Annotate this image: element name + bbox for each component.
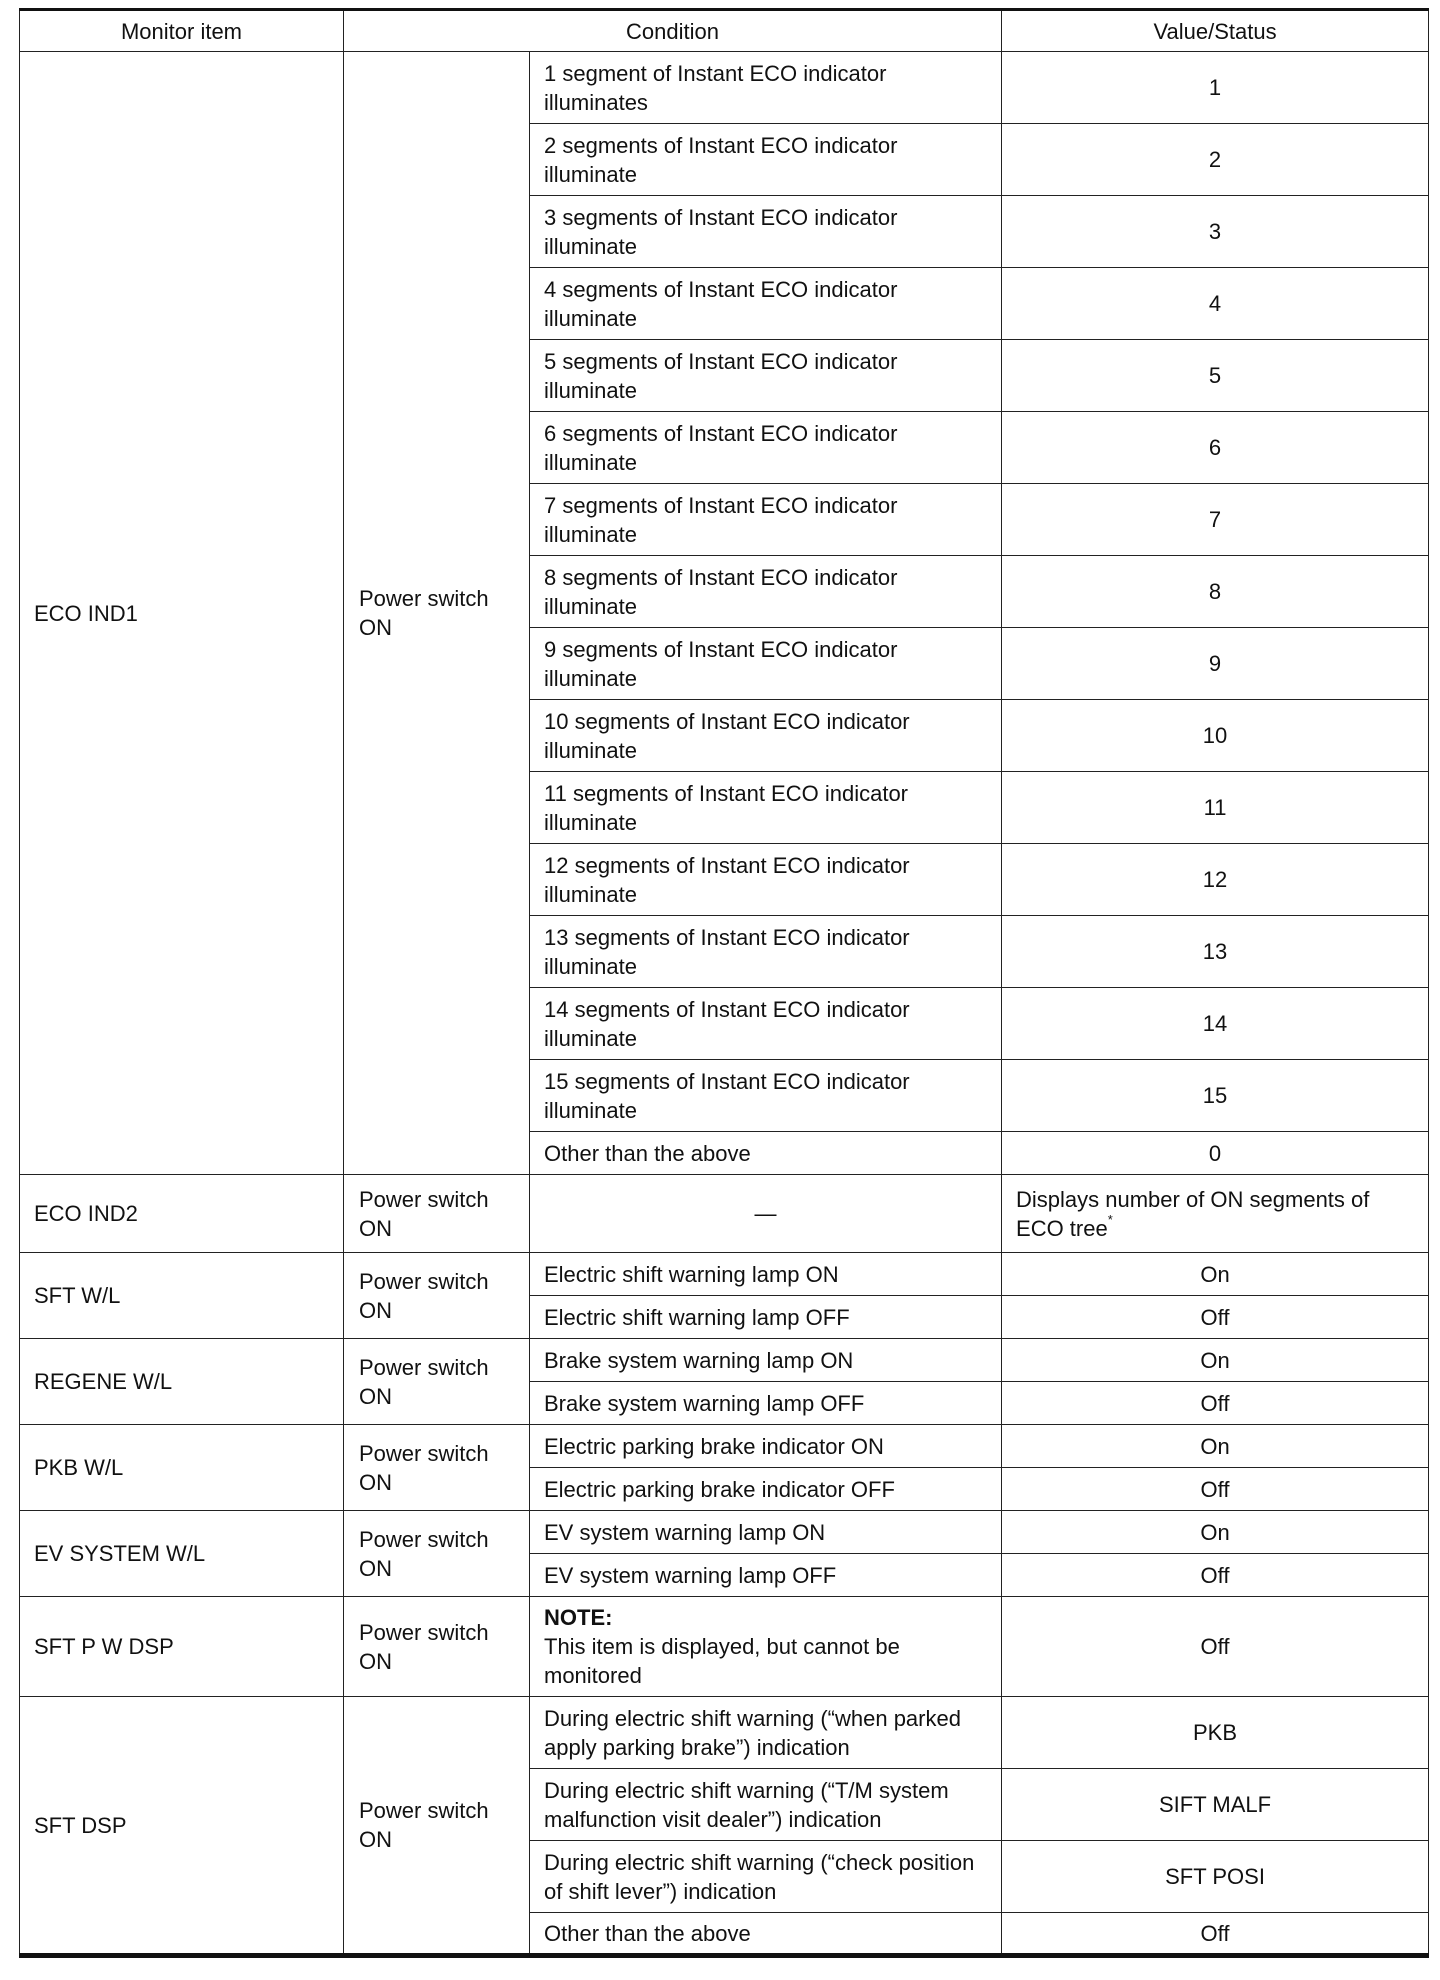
note-title: NOTE:: [544, 1605, 613, 1630]
condition-group: Power switch ON: [344, 1339, 530, 1425]
value-cell: Off: [1002, 1597, 1429, 1697]
value-cell: 7: [1002, 484, 1429, 556]
table-row: [20, 1597, 1429, 1697]
table-row: [20, 1511, 1429, 1554]
monitor-item-eco-ind2: ECO IND2: [20, 1175, 344, 1253]
condition-cell: EV system warning lamp OFF: [530, 1554, 1002, 1597]
condition-cell: During electric shift warning (“check position of shift lever”) indication: [530, 1841, 1002, 1913]
condition-cell: Electric shift warning lamp ON: [530, 1253, 1002, 1296]
value-cell: On: [1002, 1339, 1429, 1382]
value-cell: Off: [1002, 1468, 1429, 1511]
condition-cell: Brake system warning lamp OFF: [530, 1382, 1002, 1425]
condition-cell: [530, 1175, 1002, 1253]
note-text: This item is displayed, but cannot be monitored: [544, 1634, 900, 1688]
condition-cell: 8 segments of Instant ECO indicator illuminate: [530, 556, 1002, 628]
header-monitor-item: Monitor item: [20, 10, 344, 52]
monitor-item-sft-dsp: SFT DSP: [20, 1697, 344, 1956]
condition-group: Power switch ON: [344, 1597, 530, 1697]
value-cell: 14: [1002, 988, 1429, 1060]
condition-group: Power switch ON: [344, 1175, 530, 1253]
table-row: [20, 1697, 1429, 1769]
condition-group: Power switch ON: [344, 1697, 530, 1956]
header-value-status: Value/Status: [1002, 10, 1429, 52]
condition-cell: Other than the above: [530, 1913, 1002, 1956]
condition-cell: During electric shift warning (“T/M system malfunction visit dealer”) indication: [530, 1769, 1002, 1841]
monitor-item-eco-ind1: ECO IND1: [20, 52, 344, 1175]
header-condition: Condition: [344, 10, 1002, 52]
monitor-item-sft-wl: SFT W/L: [20, 1253, 344, 1339]
value-cell: 10: [1002, 700, 1429, 772]
value-cell: 8: [1002, 556, 1429, 628]
condition-cell: Electric parking brake indicator ON: [530, 1425, 1002, 1468]
value-cell: SFT POSI: [1002, 1841, 1429, 1913]
condition-cell: 2 segments of Instant ECO indicator illuminate: [530, 124, 1002, 196]
value-cell: Off: [1002, 1382, 1429, 1425]
dash-mark: —: [754, 1201, 777, 1226]
condition-cell: Electric parking brake indicator OFF: [530, 1468, 1002, 1511]
condition-cell: 13 segments of Instant ECO indicator illuminate: [530, 916, 1002, 988]
table-row: [20, 1253, 1429, 1296]
value-cell: Off: [1002, 1913, 1429, 1956]
value-cell: 13: [1002, 916, 1429, 988]
value-cell: 1: [1002, 52, 1429, 124]
condition-cell: EV system warning lamp ON: [530, 1511, 1002, 1554]
condition-cell: 10 segments of Instant ECO indicator illuminate: [530, 700, 1002, 772]
condition-cell: 11 segments of Instant ECO indicator illuminate: [530, 772, 1002, 844]
condition-group: Power switch ON: [344, 1511, 530, 1597]
condition-cell: 15 segments of Instant ECO indicator illuminate: [530, 1060, 1002, 1132]
condition-cell: 9 segments of Instant ECO indicator illuminate: [530, 628, 1002, 700]
monitor-item-table: [19, 8, 1429, 1958]
monitor-item-pkb-wl: PKB W/L: [20, 1425, 344, 1511]
value-cell: 6: [1002, 412, 1429, 484]
condition-cell: 12 segments of Instant ECO indicator illuminate: [530, 844, 1002, 916]
eco-tree-text: Displays number of ON segments of ECO tree: [1016, 1186, 1370, 1241]
condition-group: Power switch ON: [344, 1425, 530, 1511]
value-cell: 2: [1002, 124, 1429, 196]
condition-cell: 7 segments of Instant ECO indicator illuminate: [530, 484, 1002, 556]
footnote-mark: *: [1107, 1212, 1113, 1228]
value-cell: 9: [1002, 628, 1429, 700]
value-cell: 3: [1002, 196, 1429, 268]
table-row: [20, 1425, 1429, 1468]
condition-cell: 5 segments of Instant ECO indicator illuminate: [530, 340, 1002, 412]
value-cell: Off: [1002, 1296, 1429, 1339]
value-cell: 12: [1002, 844, 1429, 916]
value-cell: SIFT MALF: [1002, 1769, 1429, 1841]
value-cell: 5: [1002, 340, 1429, 412]
document-page: [19, 8, 1428, 1958]
value-cell: On: [1002, 1425, 1429, 1468]
monitor-item-sft-p-w-dsp: SFT P W DSP: [20, 1597, 344, 1697]
condition-cell: 6 segments of Instant ECO indicator illuminate: [530, 412, 1002, 484]
monitor-item-ev-system-wl: EV SYSTEM W/L: [20, 1511, 344, 1597]
condition-cell: 4 segments of Instant ECO indicator illuminate: [530, 268, 1002, 340]
value-cell: PKB: [1002, 1697, 1429, 1769]
condition-cell: Other than the above: [530, 1132, 1002, 1175]
value-cell: 15: [1002, 1060, 1429, 1132]
condition-cell: Brake system warning lamp ON: [530, 1339, 1002, 1382]
condition-group: Power switch ON: [344, 1253, 530, 1339]
table-row: [20, 1175, 1429, 1253]
value-cell: 11: [1002, 772, 1429, 844]
note-cell: [530, 1597, 1002, 1697]
value-cell: On: [1002, 1511, 1429, 1554]
condition-group: Power switch ON: [344, 52, 530, 1175]
condition-cell: 1 segment of Instant ECO indicator illuminates: [530, 52, 1002, 124]
value-cell: 4: [1002, 268, 1429, 340]
value-cell: Off: [1002, 1554, 1429, 1597]
table-row: [20, 52, 1429, 124]
value-cell: On: [1002, 1253, 1429, 1296]
monitor-item-regene-wl: REGENE W/L: [20, 1339, 344, 1425]
condition-cell: During electric shift warning (“when parked apply parking brake”) indication: [530, 1697, 1002, 1769]
table-row: [20, 1339, 1429, 1382]
condition-cell: 14 segments of Instant ECO indicator illuminate: [530, 988, 1002, 1060]
value-cell: 0: [1002, 1132, 1429, 1175]
value-cell: [1002, 1175, 1429, 1253]
condition-cell: Electric shift warning lamp OFF: [530, 1296, 1002, 1339]
condition-cell: 3 segments of Instant ECO indicator illuminate: [530, 196, 1002, 268]
table-header-row: [20, 10, 1429, 52]
